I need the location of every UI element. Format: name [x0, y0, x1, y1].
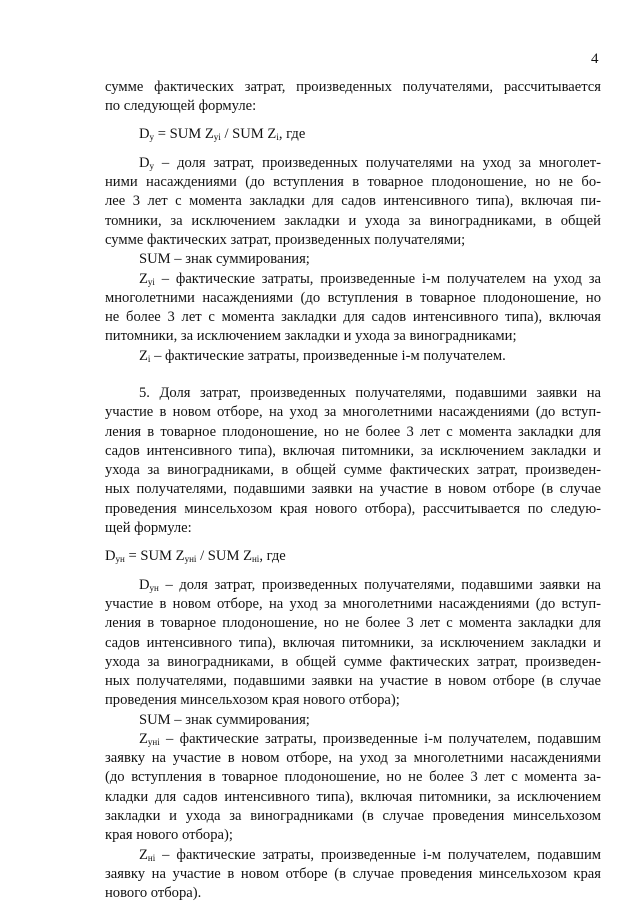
text-line	[139, 347, 601, 366]
line-text: = SUM Z	[154, 126, 214, 142]
line-text: заявку на участие в новом отборе (в случае проведения минсельхозом края	[105, 866, 601, 882]
line-text: SUM – знак суммирования;	[139, 712, 310, 728]
line-text: томники, за исключением закладки и ухода за виноградниками, в общей	[105, 213, 601, 229]
line-text: Z	[139, 271, 148, 287]
subscript: у	[149, 132, 155, 142]
line-text: питомники, за исключением закладки и ухода за виноградниками;	[105, 328, 517, 344]
text-line	[105, 749, 601, 768]
text-line	[105, 691, 601, 710]
text-line	[105, 327, 601, 346]
text-line	[105, 173, 601, 192]
line-text: ухода за виноградниками, в общей сумме фактических затрат, произведен-	[105, 462, 601, 478]
text-line	[105, 480, 601, 499]
line-text: участие в новом отборе, на уход за многолетними насаждениями (до вступ-	[105, 404, 601, 420]
text-line	[105, 672, 601, 691]
line-text: – фактические затраты, произведенные i-м получателем, подавшим	[159, 731, 601, 747]
subscript: у	[149, 161, 155, 171]
line-text: D	[139, 577, 150, 593]
text-line	[105, 634, 601, 653]
line-text: лее 3 лет с момента закладки для садов интенсивного типа), включая пи-	[105, 193, 601, 209]
subscript: ун	[115, 554, 125, 564]
text-line	[105, 653, 601, 672]
text-line	[105, 461, 601, 480]
line-text: Z	[139, 348, 148, 364]
text-line	[105, 595, 601, 614]
text-line	[139, 154, 601, 173]
text-line	[105, 78, 601, 97]
line-text: садов интенсивного типа), включая питомники, за исключением закладки и	[105, 635, 601, 651]
line-text: 5. Доля затрат, произведенных получателями, подавшими заявки на	[139, 385, 601, 401]
line-text: сумме фактических затрат, произведенных получателями;	[105, 232, 466, 248]
text-line	[105, 212, 601, 231]
line-text: кладки для садов интенсивного типа), включая питомники, за исключением	[105, 789, 601, 805]
line-text: ных получателями, подавшими заявки на участие в новом отборе (в случае	[105, 481, 601, 497]
text-line	[105, 807, 601, 826]
subscript: i	[147, 354, 151, 364]
line-text: края нового отбора);	[105, 827, 233, 843]
line-text: D	[105, 548, 116, 564]
line-text: участие в новом отборе, на уход за многолетними насаждениями (до вступ-	[105, 596, 601, 612]
line-text: D	[139, 155, 150, 171]
line-text: / SUM Z	[220, 126, 277, 142]
line-text: ления в товарное плодоношение, но не более 3 лет с момента закладки для	[105, 424, 601, 440]
line-text: / SUM Z	[196, 548, 252, 564]
text-line	[139, 384, 601, 403]
text-line	[105, 768, 601, 787]
subscript: уi	[213, 132, 221, 142]
line-text: SUM – знак суммирования;	[139, 251, 310, 267]
line-text: – фактические затраты, произведенные i-м получателем, подавшим	[155, 847, 601, 863]
line-text: Z	[139, 847, 148, 863]
line-text: не более 3 лет с момента закладки для садов интенсивного типа), включая	[105, 309, 601, 325]
text-line	[139, 846, 601, 865]
line-text: ними насаждениями (до вступления в товарное плодоношение, но не бо-	[105, 174, 601, 190]
subscript: уi	[147, 277, 155, 287]
text-line	[105, 865, 601, 884]
text-line	[139, 250, 601, 269]
line-text: проведения минсельхозом края нового отбора);	[105, 692, 400, 708]
line-text: – фактические затраты, произведенные i-м получателем на уход за	[154, 271, 601, 287]
text-line	[105, 308, 601, 327]
page-number: 4	[591, 51, 599, 67]
text-line	[105, 500, 601, 519]
line-text: нового отбора).	[105, 885, 202, 901]
line-text: закладки и ухода за виноградниками (в случае проведения минсельхозом	[105, 808, 601, 824]
line-text: ухода за виноградниками, в общей сумме фактических затрат, произведен-	[105, 654, 601, 670]
line-text: – фактические затраты, произведенные i-м получателем.	[150, 348, 506, 364]
text-line	[105, 231, 601, 250]
text-line	[105, 826, 601, 845]
line-text: щей формуле:	[105, 520, 192, 536]
text-line	[139, 711, 601, 730]
subscript: i	[276, 132, 279, 142]
subscript: унi	[184, 554, 197, 564]
line-text: заявку на участие в новом отборе, на уход за многолетними насаждениями	[105, 750, 601, 766]
text-line	[105, 289, 601, 308]
line-text: – доля затрат, произведенных получателями на уход за многолет-	[154, 155, 601, 171]
line-text: многолетними насаждениями (до вступления в товарное плодоношение, но	[105, 290, 601, 306]
text-line	[105, 547, 601, 566]
line-text: D	[139, 126, 150, 142]
line-text: = SUM Z	[124, 548, 185, 564]
text-line	[139, 270, 601, 289]
subscript: нi	[251, 554, 260, 564]
line-text: садов интенсивного типа), включая питомники, за исключением закладки и	[105, 443, 601, 459]
line-text: сумме фактических затрат, произведенных получателями, рассчитывается	[105, 79, 601, 95]
text-line	[105, 884, 601, 903]
text-line	[105, 192, 601, 211]
subscript: ун	[149, 583, 159, 593]
text-line	[105, 442, 601, 461]
text-line	[105, 788, 601, 807]
line-text: Z	[139, 731, 148, 747]
text-line	[105, 519, 601, 538]
text-line	[139, 576, 601, 595]
text-line	[139, 125, 601, 144]
subscript: унi	[147, 737, 160, 747]
text-line	[105, 97, 601, 116]
line-text: ления в товарное плодоношение, но не более 3 лет с момента закладки для	[105, 615, 601, 631]
text-line	[139, 730, 601, 749]
text-line	[105, 423, 601, 442]
text-line	[105, 403, 601, 422]
line-text: – доля затрат, произведенных получателями, подавшими заявки на	[158, 577, 601, 593]
line-text: проведения минсельхозом края нового отбора), рассчитывается по следую-	[105, 501, 601, 517]
text-line	[105, 614, 601, 633]
line-text: (до вступления в товарное плодоношение, но не более 3 лет с момента за-	[105, 769, 601, 785]
subscript: нi	[147, 853, 156, 863]
line-text: , где	[259, 548, 286, 564]
line-text: , где	[278, 126, 306, 142]
line-text: ных получателями, подавшими заявки на участие в новом отборе (в случае	[105, 673, 601, 689]
line-text: по следующей формуле:	[105, 98, 257, 114]
